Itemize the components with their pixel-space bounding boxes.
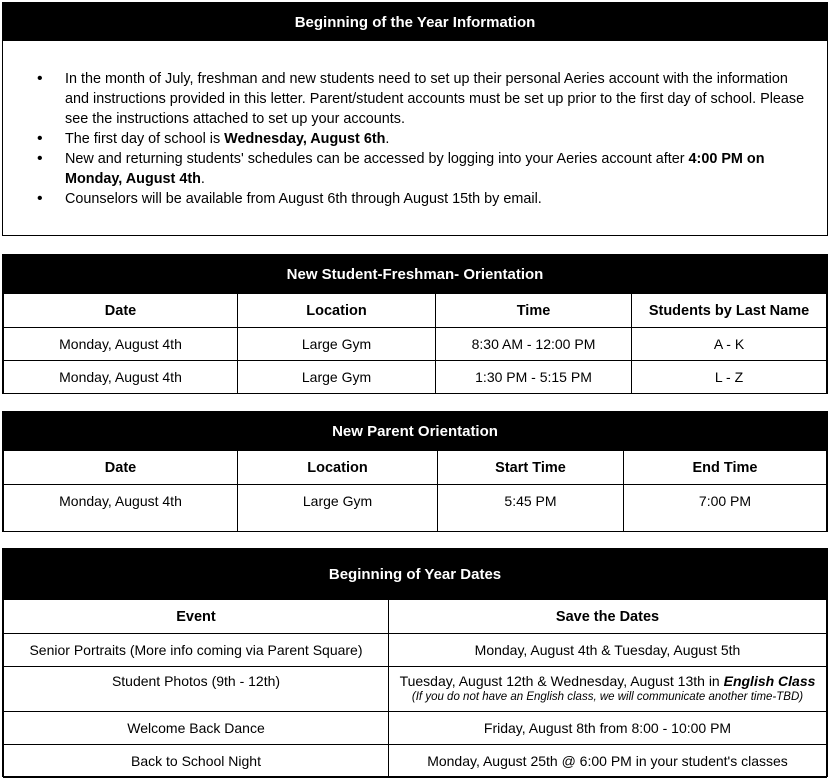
info-bullet-1: • In the month of July, freshman and new students need to set up their personal Aeries account with the information and instructions provided in this letter. Parent/student accounts must be set up prior to the first day of school. Please see the instructions attached to set up your accounts. bbox=[3, 69, 827, 129]
table-cell: Monday, August 4th bbox=[4, 328, 238, 361]
column-header: Location bbox=[238, 451, 438, 485]
parent-orientation-table bbox=[3, 450, 827, 532]
column-header: End Time bbox=[624, 451, 827, 485]
table-row bbox=[4, 485, 827, 532]
table-row bbox=[4, 361, 827, 394]
table-cell: L - Z bbox=[632, 361, 827, 394]
column-header: Start Time bbox=[438, 451, 624, 485]
date-note: (If you do not have an English class, we will communicate another time-TBD) bbox=[411, 691, 804, 703]
date-cell: Monday, August 4th & Tuesday, August 5th bbox=[389, 634, 827, 667]
year-dates-table bbox=[3, 599, 827, 778]
column-header: Save the Dates bbox=[389, 600, 827, 634]
info-bullet-list bbox=[3, 69, 827, 209]
table-row bbox=[4, 328, 827, 361]
freshman-orientation-title: New Student-Freshman- Orientation bbox=[3, 255, 827, 293]
date-cell: Friday, August 8th from 8:00 - 10:00 PM bbox=[389, 712, 827, 745]
year-dates-title: Beginning of Year Dates bbox=[3, 549, 827, 599]
table-header-row bbox=[4, 294, 827, 328]
event-cell: Senior Portraits (More info coming via Parent Square) bbox=[4, 634, 389, 667]
info-bullet-4: • Counselors will be available from August 6th through August 15th by email. bbox=[3, 189, 827, 209]
event-cell: Back to School Night bbox=[4, 745, 389, 778]
info-title: Beginning of the Year Information bbox=[3, 3, 827, 41]
table-cell: 1:30 PM - 5:15 PM bbox=[436, 361, 632, 394]
table-cell: 7:00 PM bbox=[624, 485, 827, 532]
table-cell: Large Gym bbox=[238, 485, 438, 532]
column-header: Date bbox=[4, 294, 238, 328]
column-header: Students by Last Name bbox=[632, 294, 827, 328]
table-row bbox=[4, 667, 827, 712]
freshman-orientation-section bbox=[2, 254, 828, 394]
event-cell: Student Photos (9th - 12th) bbox=[4, 667, 389, 712]
table-cell: Monday, August 4th bbox=[4, 485, 238, 532]
table-row bbox=[4, 712, 827, 745]
table-cell: 8:30 AM - 12:00 PM bbox=[436, 328, 632, 361]
table-row bbox=[4, 745, 827, 778]
info-section bbox=[2, 2, 828, 236]
year-dates-section bbox=[2, 548, 828, 777]
date-cell: Monday, August 25th @ 6:00 PM in your student's classes bbox=[389, 745, 827, 778]
column-header: Location bbox=[238, 294, 436, 328]
column-header: Time bbox=[436, 294, 632, 328]
table-header-row bbox=[4, 600, 827, 634]
info-bullet-2: • The first day of school is Wednesday, August 6th. bbox=[3, 129, 827, 149]
date-cell: Tuesday, August 12th & Wednesday, August 13th in English Class (If you do not have an English class, we will communicate another time-TBD) bbox=[389, 667, 827, 712]
parent-orientation-section bbox=[2, 411, 828, 532]
table-row bbox=[4, 634, 827, 667]
table-cell: Large Gym bbox=[238, 361, 436, 394]
table-cell: Monday, August 4th bbox=[4, 361, 238, 394]
table-cell: A - K bbox=[632, 328, 827, 361]
event-cell: Welcome Back Dance bbox=[4, 712, 389, 745]
table-cell: 5:45 PM bbox=[438, 485, 624, 532]
info-bullet-3: • New and returning students' schedules can be accessed by logging into your Aeries account after 4:00 PM on Monday, August 4th. bbox=[3, 149, 827, 189]
column-header: Date bbox=[4, 451, 238, 485]
table-header-row bbox=[4, 451, 827, 485]
freshman-orientation-table bbox=[3, 293, 827, 394]
table-cell: Large Gym bbox=[238, 328, 436, 361]
parent-orientation-title: New Parent Orientation bbox=[3, 412, 827, 450]
column-header: Event bbox=[4, 600, 389, 634]
